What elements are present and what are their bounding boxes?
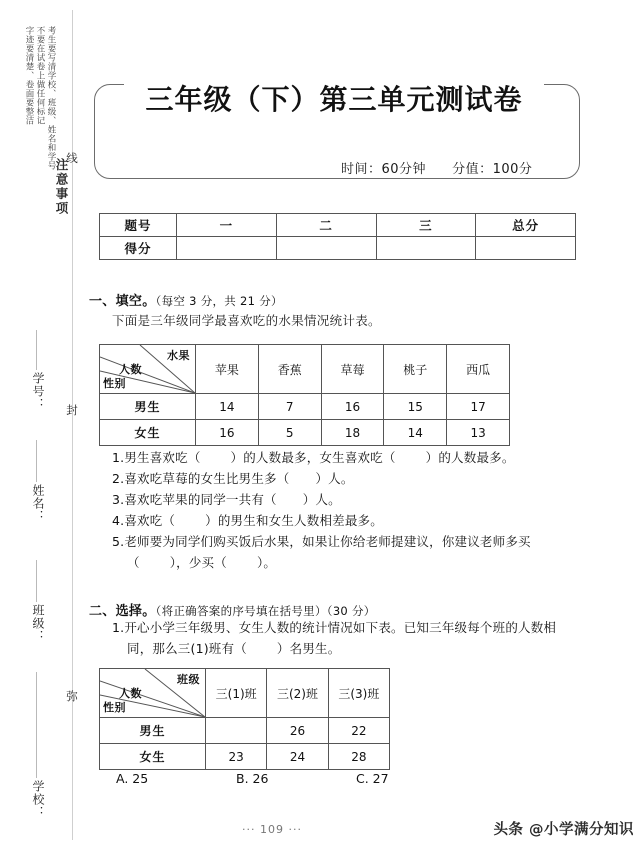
list-item-continued: [112, 552, 531, 573]
q3-part2: ）人。: [302, 492, 341, 507]
field-label-school: 学校：: [31, 780, 45, 819]
option-c[interactable]: C. 27: [356, 771, 389, 786]
fruit-col-header-3: 桃子: [384, 345, 447, 394]
table-row-girls: [100, 420, 510, 446]
field-label-student-id: 学号：: [31, 372, 45, 411]
option-b[interactable]: B. 26: [236, 771, 269, 786]
fruit-row-label-boys: 男生: [100, 394, 196, 420]
seal-dash-3: [36, 560, 37, 602]
page-decoration-left: ···: [242, 823, 256, 836]
q4-part1: 喜欢吃（: [124, 513, 176, 528]
class-boys-c1: [206, 718, 267, 744]
fruit-boys-banana: 7: [258, 394, 321, 420]
section-2-title: 选择。: [115, 604, 156, 619]
score-table-col-1: 二: [276, 214, 376, 237]
list-item: [112, 531, 531, 552]
score-table-col-3: 总分: [476, 214, 576, 237]
fruit-corner-middle: 人数: [119, 363, 142, 376]
q1-num: 1.: [112, 450, 125, 465]
list-item-continued: [112, 638, 556, 659]
q5-part4: ）。: [256, 555, 277, 570]
score-table-col-0: 一: [177, 214, 277, 237]
section-2-question-list: [112, 617, 556, 659]
left-margin-seal-column: [0, 0, 86, 851]
score-table-row-label-1: 得分: [100, 237, 177, 260]
section-1-heading: [89, 290, 283, 309]
seal-mark-seal: 封: [65, 404, 79, 416]
list-item: [112, 510, 531, 531]
fruit-girls-apple: 16: [196, 420, 259, 446]
fruit-corner-bottom-left: 性别: [103, 377, 126, 390]
seal-dash-2: [36, 440, 37, 482]
score-table-col-2: 三: [376, 214, 476, 237]
time-value: 60分钟: [381, 162, 427, 177]
seal-dash-4: [36, 672, 37, 778]
answer-options-row: [116, 771, 476, 786]
notice-line-1: 考生要写清学校、班级、姓名和学号: [46, 26, 56, 170]
score-summary-table: [99, 213, 576, 260]
list-item: [112, 468, 531, 489]
page-decoration-right: ···: [288, 823, 302, 836]
class-girls-c2: 24: [267, 744, 328, 770]
q5-part3: ），少买（: [169, 555, 227, 570]
fruit-col-header-1: 香蕉: [258, 345, 321, 394]
fruit-girls-banana: 5: [258, 420, 321, 446]
fruit-girls-watermelon: 13: [447, 420, 510, 446]
list-item: [112, 447, 531, 468]
time-label: 时间：: [341, 162, 382, 177]
section-1-question-list: [112, 447, 531, 573]
s2-q1-line2b: ）名男生。: [276, 641, 341, 656]
q4-part2: ）的男生和女生人数相差最多。: [205, 513, 383, 528]
seal-mark-line: 线: [65, 152, 79, 164]
section-1-title: 填空。: [115, 294, 156, 309]
score-table-row-label-0: 题号: [100, 214, 177, 237]
fruit-col-header-2: 草莓: [321, 345, 384, 394]
q5-part2: （: [127, 555, 140, 570]
class-corner-bottom-left: 性别: [103, 701, 126, 714]
class-boys-c2: 26: [267, 718, 328, 744]
total-score-value: 100分: [492, 162, 533, 177]
class-statistics-table: [99, 668, 390, 770]
option-a[interactable]: A. 25: [116, 771, 149, 786]
page-number-value: 109: [260, 823, 284, 836]
q5-part1: 老师要为同学们购买饭后水果，如果让你给老师提建议，你建议老师多买: [124, 534, 531, 549]
notice-title: 注意事项: [54, 158, 69, 216]
s2-q1-line2a: 同，那么三(1)班有（: [127, 641, 247, 656]
class-corner-middle: 人数: [119, 687, 142, 700]
score-cell-2[interactable]: [376, 237, 476, 260]
class-row-label-boys: 男生: [100, 718, 206, 744]
page-number: [212, 823, 332, 836]
q2-part2: ）人。: [315, 471, 354, 486]
fruit-girls-peach: 14: [384, 420, 447, 446]
notice-line-2: 不要在试卷上做任何标记: [35, 26, 45, 125]
table-row-boys: [100, 394, 510, 420]
section-2-index: 二、: [89, 604, 116, 619]
class-girls-c3: 28: [328, 744, 389, 770]
score-cell-0[interactable]: [177, 237, 277, 260]
section-1-note: （每空 3 分，共 21 分）: [155, 294, 283, 308]
field-label-student-name: 姓名：: [31, 484, 45, 523]
s2-q1-num: 1.: [112, 620, 125, 635]
total-score-label: 分值：: [452, 162, 493, 177]
score-cell-3[interactable]: [476, 237, 576, 260]
list-item: [112, 617, 556, 638]
table-row-boys: [100, 718, 390, 744]
fruit-boys-peach: 15: [384, 394, 447, 420]
class-table-corner-cell: [100, 669, 206, 718]
section-1-index: 一、: [89, 294, 116, 309]
q4-num: 4.: [112, 513, 125, 528]
watermark: 头条 @小学满分知识: [493, 822, 634, 838]
q3-part1: 喜欢吃苹果的同学一共有（: [124, 492, 277, 507]
field-label-class: 班级：: [31, 604, 45, 643]
fruit-col-header-4: 西瓜: [447, 345, 510, 394]
notice-line-3: 字迹要清楚、卷面要整洁: [24, 26, 34, 125]
class-col-header-0: 三(1)班: [206, 669, 267, 718]
section-2-note: （将正确答案的序号填在括号里）（30 分）: [155, 604, 376, 618]
q5-num: 5.: [112, 534, 125, 549]
class-corner-top-right: 班级: [177, 673, 200, 686]
list-item: [112, 489, 531, 510]
s2-q1-line1: 开心小学三年级男、女生人数的统计情况如下表。已知三年级每个班的人数相: [124, 620, 557, 635]
table-row-girls: [100, 744, 390, 770]
fruit-row-label-girls: 女生: [100, 420, 196, 446]
class-boys-c3: 22: [328, 718, 389, 744]
class-col-header-2: 三(3)班: [328, 669, 389, 718]
fruit-table-corner-cell: [100, 345, 196, 394]
fruit-boys-strawberry: 16: [321, 394, 384, 420]
section-1-intro-text: 下面是三年级同学最喜欢吃的水果情况统计表。: [112, 313, 381, 328]
fruit-boys-watermelon: 17: [447, 394, 510, 420]
class-col-header-1: 三(2)班: [267, 669, 328, 718]
exam-meta-row: [341, 158, 591, 177]
q3-num: 3.: [112, 492, 125, 507]
q2-part1: 喜欢吃草莓的女生比男生多（: [124, 471, 290, 486]
score-cell-1[interactable]: [276, 237, 376, 260]
table-row-header: [100, 669, 390, 718]
exam-paper-sheet: [86, 0, 640, 851]
table-row-scores: [100, 237, 576, 260]
table-row-question-numbers: [100, 214, 576, 237]
q1-part2: ）的人数最多，女生喜欢吃（: [230, 450, 396, 465]
fruit-statistics-table: [99, 344, 510, 446]
seal-dash-1: [36, 330, 37, 370]
class-girls-c1: 23: [206, 744, 267, 770]
table-row-header: [100, 345, 510, 394]
page-title: 三年级（下）第三单元测试卷: [145, 83, 523, 116]
fruit-girls-strawberry: 18: [321, 420, 384, 446]
q1-part3: ）的人数最多。: [425, 450, 515, 465]
seal-mark-mi: 弥: [65, 690, 79, 702]
q1-part1: 男生喜欢吃（: [124, 450, 201, 465]
q2-num: 2.: [112, 471, 125, 486]
fruit-corner-top-right: 水果: [167, 349, 190, 362]
fruit-col-header-0: 苹果: [196, 345, 259, 394]
fruit-boys-apple: 14: [196, 394, 259, 420]
class-row-label-girls: 女生: [100, 744, 206, 770]
seal-divider-rule: [72, 10, 73, 840]
